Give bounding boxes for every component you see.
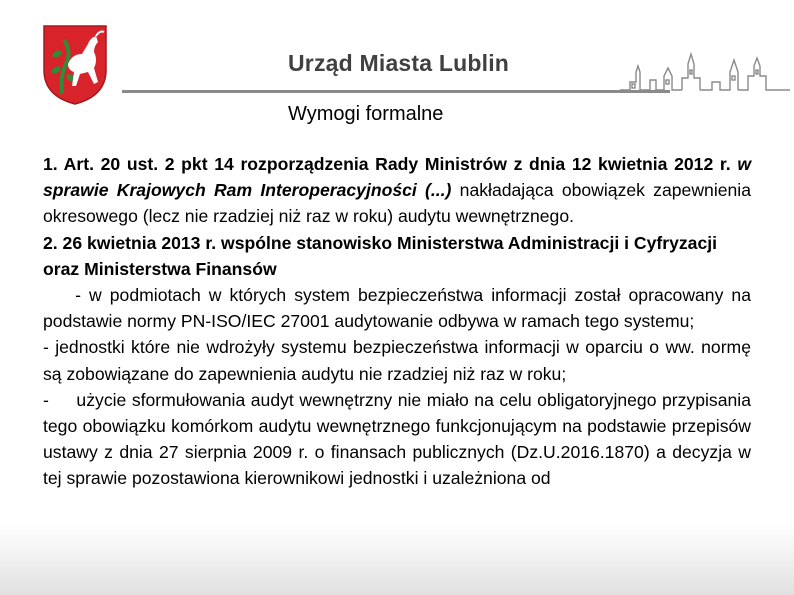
requirement-1-lead: 1. Art. 20 ust. 2 pkt 14 rozporządzenia Rady Ministrów z dnia 12 kwietnia 2012 r.: [43, 154, 731, 174]
bottom-shade: [0, 525, 794, 595]
organization-name: Urząd Miasta Lublin: [288, 50, 510, 76]
lublin-coat-of-arms-icon: [42, 24, 108, 106]
requirement-2-bullet-3: - użycie sformułowania audyt wewnętrzny nie miało na celu obligatoryjnego przypisania tego obowiązku komórkom audytu wewnętrznego funkcjonującym na podstawie przepisów ustawy z dnia 27 sierpnia 2009 r. o finansach publicznych (Dz.U.2016.1870) a decyzja w tej sprawie pozostawiona kierownikowi jednostki i uzależniona od: [43, 389, 756, 489]
requirement-2-bullet-1: - w podmiotach w których system bezpieczeństwa informacji został opracowany na podstawie normy PN-ISO/IEC 27001 audytowanie odbywa w ramach tego systemu;: [43, 285, 756, 332]
requirement-1-regulation-title: w sprawie Krajowych Ram Interoperacyjności (...): [43, 154, 752, 201]
slide-body: [43, 151, 756, 492]
slide-title: Wymogi formalne: [288, 103, 444, 125]
requirement-2-bullet-2: - jednostki które nie wdrożyły systemu bezpieczeństwa informacji w oparciu o ww. normę są zobowiązane do zapewnienia audytu nie rzadziej niż raz w roku;: [43, 337, 751, 384]
city-skyline-icon: [620, 42, 790, 98]
requirement-1: [43, 151, 751, 230]
requirement-2-heading: 2. 26 kwietnia 2013 r. wspólne stanowisko Ministerstwa Administracji i Cyfryzacji oraz Ministerstwa Finansów: [43, 232, 718, 279]
requirement-1-text: nakładająca obowiązek zapewnienia okresowego (lecz nie rzadziej niż raz w roku) audytu wewnętrznego.: [43, 180, 751, 227]
header-divider: [122, 90, 670, 93]
